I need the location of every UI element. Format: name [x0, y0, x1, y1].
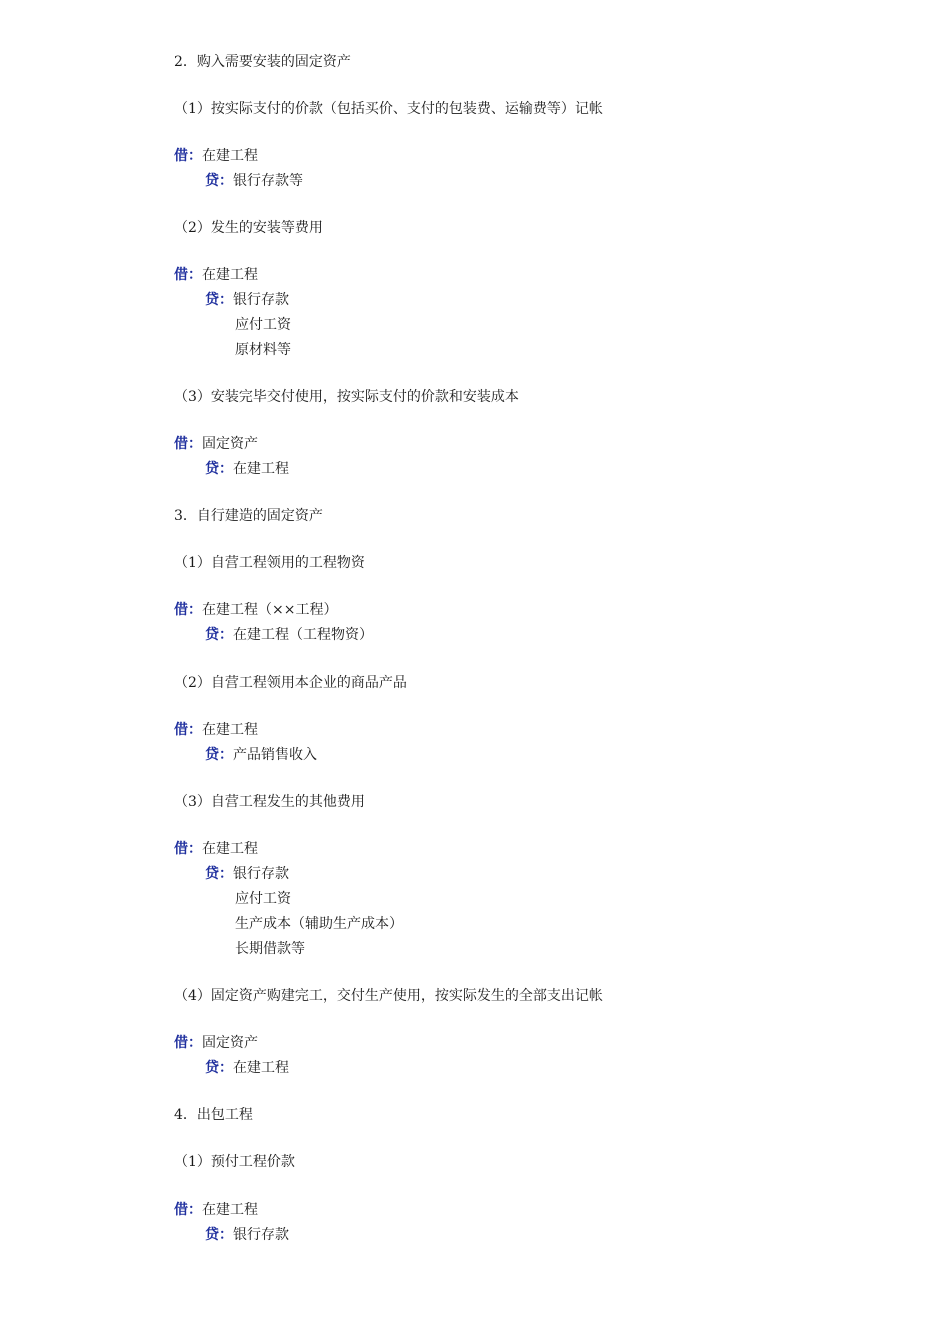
credit-label: 贷：: [205, 747, 233, 763]
debit-account: 固定资产: [202, 436, 258, 452]
debit-account: 在建工程: [202, 841, 258, 857]
section-3-item-2: （2）自营工程领用本企业的商品产品: [174, 675, 407, 691]
debit-label: 借：: [174, 722, 202, 738]
debit-entry: [174, 266, 258, 284]
debit-label: 借：: [174, 1202, 202, 1218]
debit-label: 借：: [174, 841, 202, 857]
debit-label: 借：: [174, 267, 202, 283]
section-2-item-2: （2）发生的安装等费用: [174, 220, 323, 236]
section-2-title: 2．购入需要安装的固定资产: [174, 54, 351, 70]
credit-account: 银行存款等: [233, 173, 303, 189]
credit-label: 贷：: [205, 1060, 233, 1076]
credit-account: 在建工程: [233, 461, 289, 477]
debit-account: 在建工程: [202, 722, 258, 738]
credit-entry: [205, 746, 317, 764]
credit-account-continued: 应付工资: [235, 891, 291, 907]
debit-label: 借：: [174, 1035, 202, 1051]
credit-label: 贷：: [205, 461, 233, 477]
credit-account: 产品销售收入: [233, 747, 317, 763]
credit-label: 贷：: [205, 1227, 233, 1243]
debit-entry: [174, 840, 258, 858]
section-2-item-3: （3）安装完毕交付使用，按实际支付的价款和安装成本: [174, 389, 519, 405]
debit-entry: [174, 721, 258, 739]
credit-entry: [205, 291, 289, 309]
debit-account: 固定资产: [202, 1035, 258, 1051]
debit-account: 在建工程: [202, 1202, 258, 1218]
debit-entry: [174, 147, 258, 165]
credit-label: 贷：: [205, 627, 233, 643]
debit-entry: [174, 1034, 258, 1052]
credit-entry: [205, 460, 289, 478]
debit-account: 在建工程（××工程）: [202, 602, 338, 618]
credit-entry: [205, 1226, 289, 1244]
credit-account-continued: 生产成本（辅助生产成本）: [235, 916, 403, 932]
credit-account-continued: 原材料等: [235, 342, 291, 358]
debit-entry: [174, 435, 258, 453]
credit-entry: [205, 865, 289, 883]
section-2-item-1: （1）按实际支付的价款（包括买价、支付的包装费、运输费等）记帐: [174, 101, 603, 117]
section-3-item-3: （3）自营工程发生的其他费用: [174, 794, 365, 810]
credit-account-continued: 长期借款等: [235, 941, 305, 957]
section-4-item-1: （1）预付工程价款: [174, 1154, 295, 1170]
credit-account: 在建工程（工程物资）: [233, 627, 373, 643]
section-4-title: 4．出包工程: [174, 1107, 253, 1123]
debit-label: 借：: [174, 148, 202, 164]
credit-label: 贷：: [205, 173, 233, 189]
credit-label: 贷：: [205, 292, 233, 308]
credit-account-continued: 应付工资: [235, 317, 291, 333]
credit-entry: [205, 1059, 289, 1077]
debit-account: 在建工程: [202, 267, 258, 283]
section-3-title: 3．自行建造的固定资产: [174, 508, 323, 524]
debit-label: 借：: [174, 436, 202, 452]
credit-account: 银行存款: [233, 292, 289, 308]
credit-account: 在建工程: [233, 1060, 289, 1076]
debit-entry: [174, 601, 337, 619]
credit-entry: [205, 626, 373, 644]
credit-account: 银行存款: [233, 1227, 289, 1243]
debit-entry: [174, 1201, 258, 1219]
section-3-item-1: （1）自营工程领用的工程物资: [174, 555, 365, 571]
credit-account: 银行存款: [233, 866, 289, 882]
debit-account: 在建工程: [202, 148, 258, 164]
credit-label: 贷：: [205, 866, 233, 882]
section-3-item-4: （4）固定资产购建完工，交付生产使用，按实际发生的全部支出记帐: [174, 988, 603, 1004]
debit-label: 借：: [174, 602, 202, 618]
credit-entry: [205, 172, 303, 190]
